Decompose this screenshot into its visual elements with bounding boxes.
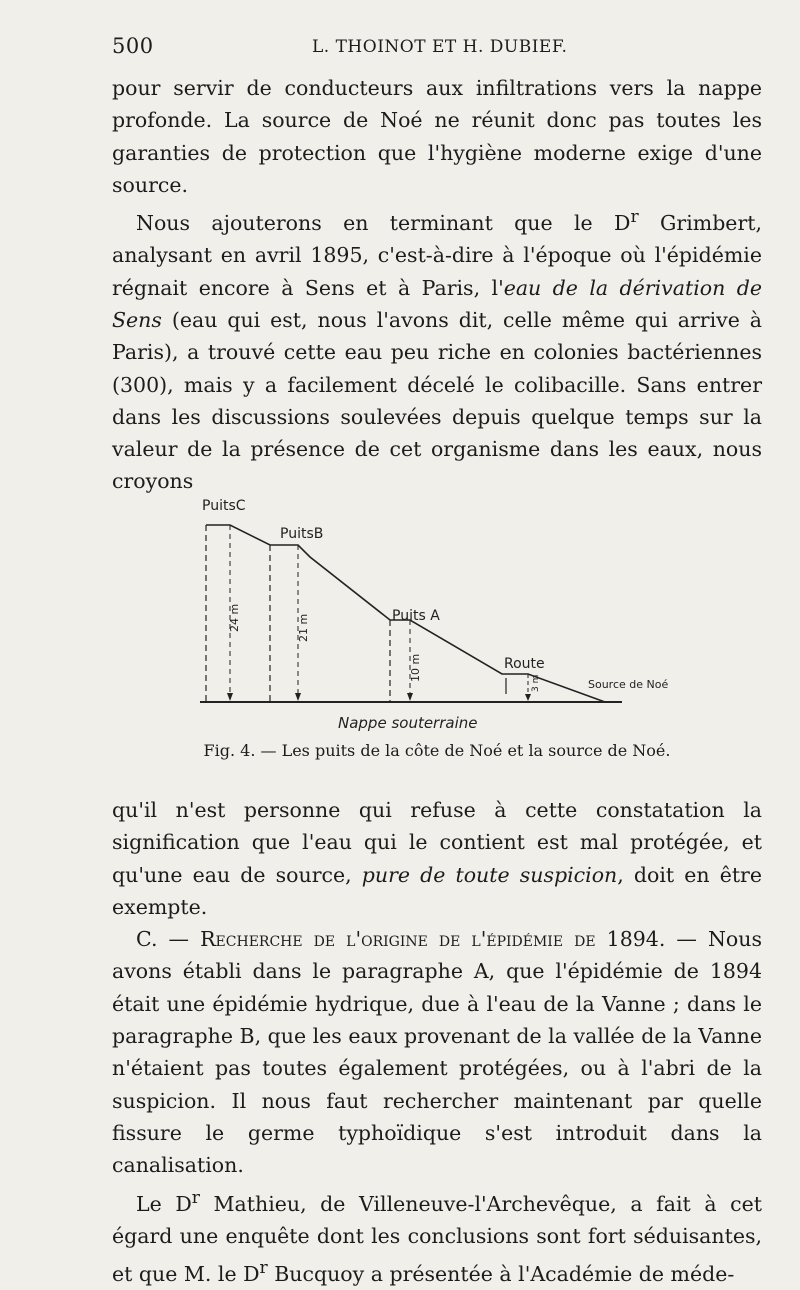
paragraph-1: pour servir de conducteurs aux infiltrations vers la nappe profonde. La source de Noé ne réunit donc pas toutes les garanties de protection que l'hygiène moderne exige d'une source. <box>112 76 762 197</box>
label-puits-b: PuitsB <box>280 526 324 542</box>
puits-a-arrowhead <box>407 693 413 701</box>
paragraph-2: Nous ajouterons en terminant que le $D^r$ Grimbert, analysant en avril 1895, c'est-à-dire à l'époque où l'épidémie régnait encore à Sens et à Paris, l'eau de la dérivation de Sens (eau qui est, nous l'avons dit, celle même qui arrive à Paris), a trouvé cette eau peu riche en colonies bactériennes (300), mais y a facilement décelé le colibacille. Sans entrer dans les discussions soulevées depuis quelque temps sur la valeur de la présence de cet organisme dans les eaux, nous croyons <box>112 207 762 494</box>
running-header <box>112 34 762 60</box>
route-arrowhead <box>525 694 531 701</box>
wells-cross-section <box>190 492 669 737</box>
page-number: 500 <box>112 34 154 58</box>
emphasis-pure-suspicion: pure de toute suspicion <box>361 862 618 887</box>
label-puits-a: Puits A <box>392 608 440 624</box>
paragraph-4: C. — Recherche de l'origine de l'épidémie de 1894. — Nous avons établi dans le paragraphe A, que l'épidémie de 1894 était une épidémie hydrique, due à l'eau de la Vanne ; dans le paragraphe B, que les eaux provenant de la vallée de la Vanne n'étaient pas toutes également protégées, ou à l'abri de la suspicion. Il nous faut rechercher maintenant par quelle fissure le germe typhoïdique s'est introduit dans la canalisation. <box>112 927 762 1178</box>
depth-label-puits-b: 21 m <box>297 613 310 642</box>
figure-wells-diagram <box>190 492 669 737</box>
paragraph-3: qu'il n'est personne qui refuse à cette constatation la signification que l'eau qui le contient est mal protégée, et qu'une eau de source, pure de toute suspicion, doit en être exempte. <box>112 798 762 919</box>
section-heading-c: C. — Recherche de l'origine de l'épidémie de 1894. <box>136 927 666 952</box>
paragraph-5: Le $D^r$ Mathieu, de Villeneuve-l'Archevêque, a fait à cet égard une enquête dont les conclusions sont fort séduisantes, et que M. le $D^r$ Bucquoy a présentée à l'Académie de méde- <box>112 1187 762 1286</box>
running-title: L. THOINOT ET H. DUBIEF. <box>312 37 568 57</box>
label-route: Route <box>504 656 545 672</box>
text-block-bottom <box>112 794 762 1290</box>
label-source-de-noe: Source de Noé <box>588 678 669 691</box>
puits-b-arrowhead <box>295 693 301 701</box>
depth-label-puits-c: 24 m <box>228 603 241 632</box>
label-puits-c: PuitsC <box>202 498 246 514</box>
puits-c-arrowhead <box>227 693 233 701</box>
depth-label-route: 3 m <box>531 674 541 692</box>
text-block-top <box>112 72 762 498</box>
figure-caption: Fig. 4. — Les puits de la côte de Noé et la source de Noé. <box>203 741 671 760</box>
label-nappe-souterraine: Nappe souterraine <box>338 714 478 732</box>
emphasis-eau-derivation: eau de la dérivation de Sens <box>112 275 762 332</box>
depth-label-puits-a: 10 m <box>409 653 422 682</box>
